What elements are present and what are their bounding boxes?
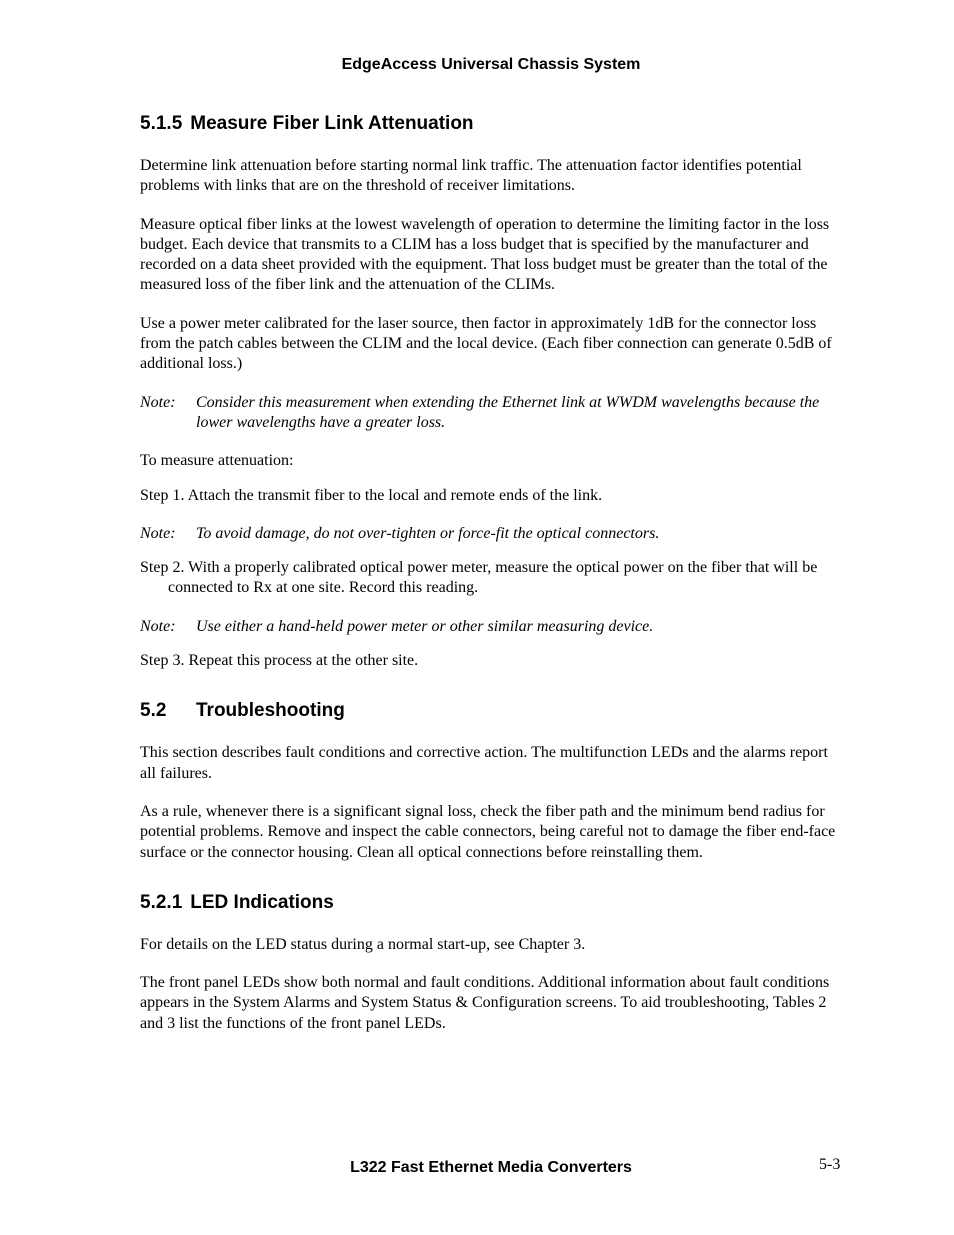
note-text: Use either a hand-held power meter or other similar measuring device. — [196, 617, 654, 635]
page-content — [140, 112, 846, 1034]
paragraph: Use a power meter calibrated for the laser source, then factor in approximately 1dB for the connector loss from the patch cables between the CLIM and the local device. (Each fiber connection can generate 0.5dB of additional loss.) — [140, 314, 832, 373]
note-label: Note: — [140, 617, 176, 635]
paragraph: The front panel LEDs show both normal and fault conditions. Additional information about fault conditions appears in the System Alarms and System Status & Configuration screens. To aid troubleshooting, Tables 2 and 3 list the functions of the front panel LEDs. — [140, 974, 830, 1032]
note — [140, 393, 846, 434]
section-number: 5.2.1 — [140, 891, 183, 913]
section-heading-5-2-1 — [140, 891, 846, 915]
running-header: EdgeAccess Universal Chassis System — [341, 56, 641, 73]
note-label: Note: — [140, 524, 176, 542]
paragraph: As a rule, whenever there is a significant signal loss, check the fiber path and the minimum bend radius for potential problems. Remove and inspect the cable connectors, being careful not to damage the fiber end-face surface or the connector housing. Clean all optical connections before reinstalling them. — [140, 802, 836, 861]
section-title: LED Indications — [190, 891, 334, 913]
paragraph: Determine link attenuation before starting normal link traffic. The attenuation factor identifies potential problems with links that are on the threshold of receiver limitations. — [140, 157, 802, 195]
section-heading-5-1-5 — [140, 112, 846, 136]
note-label: Note: — [140, 393, 176, 411]
section-number: 5.1.5 — [140, 113, 183, 134]
note — [140, 524, 846, 544]
note-text: To avoid damage, do not over-tighten or force-fit the optical connectors. — [196, 524, 660, 542]
page-number: 5-3 — [819, 1156, 841, 1173]
section-title: Troubleshooting — [196, 700, 345, 722]
paragraph: To measure attenuation: — [140, 452, 294, 470]
paragraph: For details on the LED status during a normal start-up, see Chapter 3. — [140, 935, 586, 953]
section-heading-5-2 — [140, 699, 846, 723]
step-2: Step 2. With a properly calibrated optical power meter, measure the optical power on the fiber that will be connected to Rx at one site. Record this reading. — [140, 559, 818, 597]
paragraph: This section describes fault conditions and corrective action. The multifunction LEDs and the alarms report all failures. — [140, 744, 828, 782]
note — [140, 617, 846, 637]
step-3: Step 3. Repeat this process at the other site. — [140, 652, 419, 670]
section-number: 5.2 — [140, 700, 167, 722]
section-title: Measure Fiber Link Attenuation — [190, 113, 474, 134]
paragraph: Measure optical fiber links at the lowest wavelength of operation to determine the limiting factor in the loss budget. Each device that transmits to a CLIM has a loss budget that is specified by the manufacturer and recorded on a data sheet provided with the equipment. That loss budget must be greater than the total of the measured loss of the fiber link and the attenuation of the CLIMs. — [140, 215, 830, 294]
step-1: Step 1. Attach the transmit fiber to the local and remote ends of the link. — [140, 486, 603, 504]
note-text: Consider this measurement when extending the Ethernet link at WWDM wavelengths because the lower wavelengths have a greater loss. — [196, 393, 820, 431]
footer-title: L322 Fast Ethernet Media Converters — [350, 1159, 632, 1176]
